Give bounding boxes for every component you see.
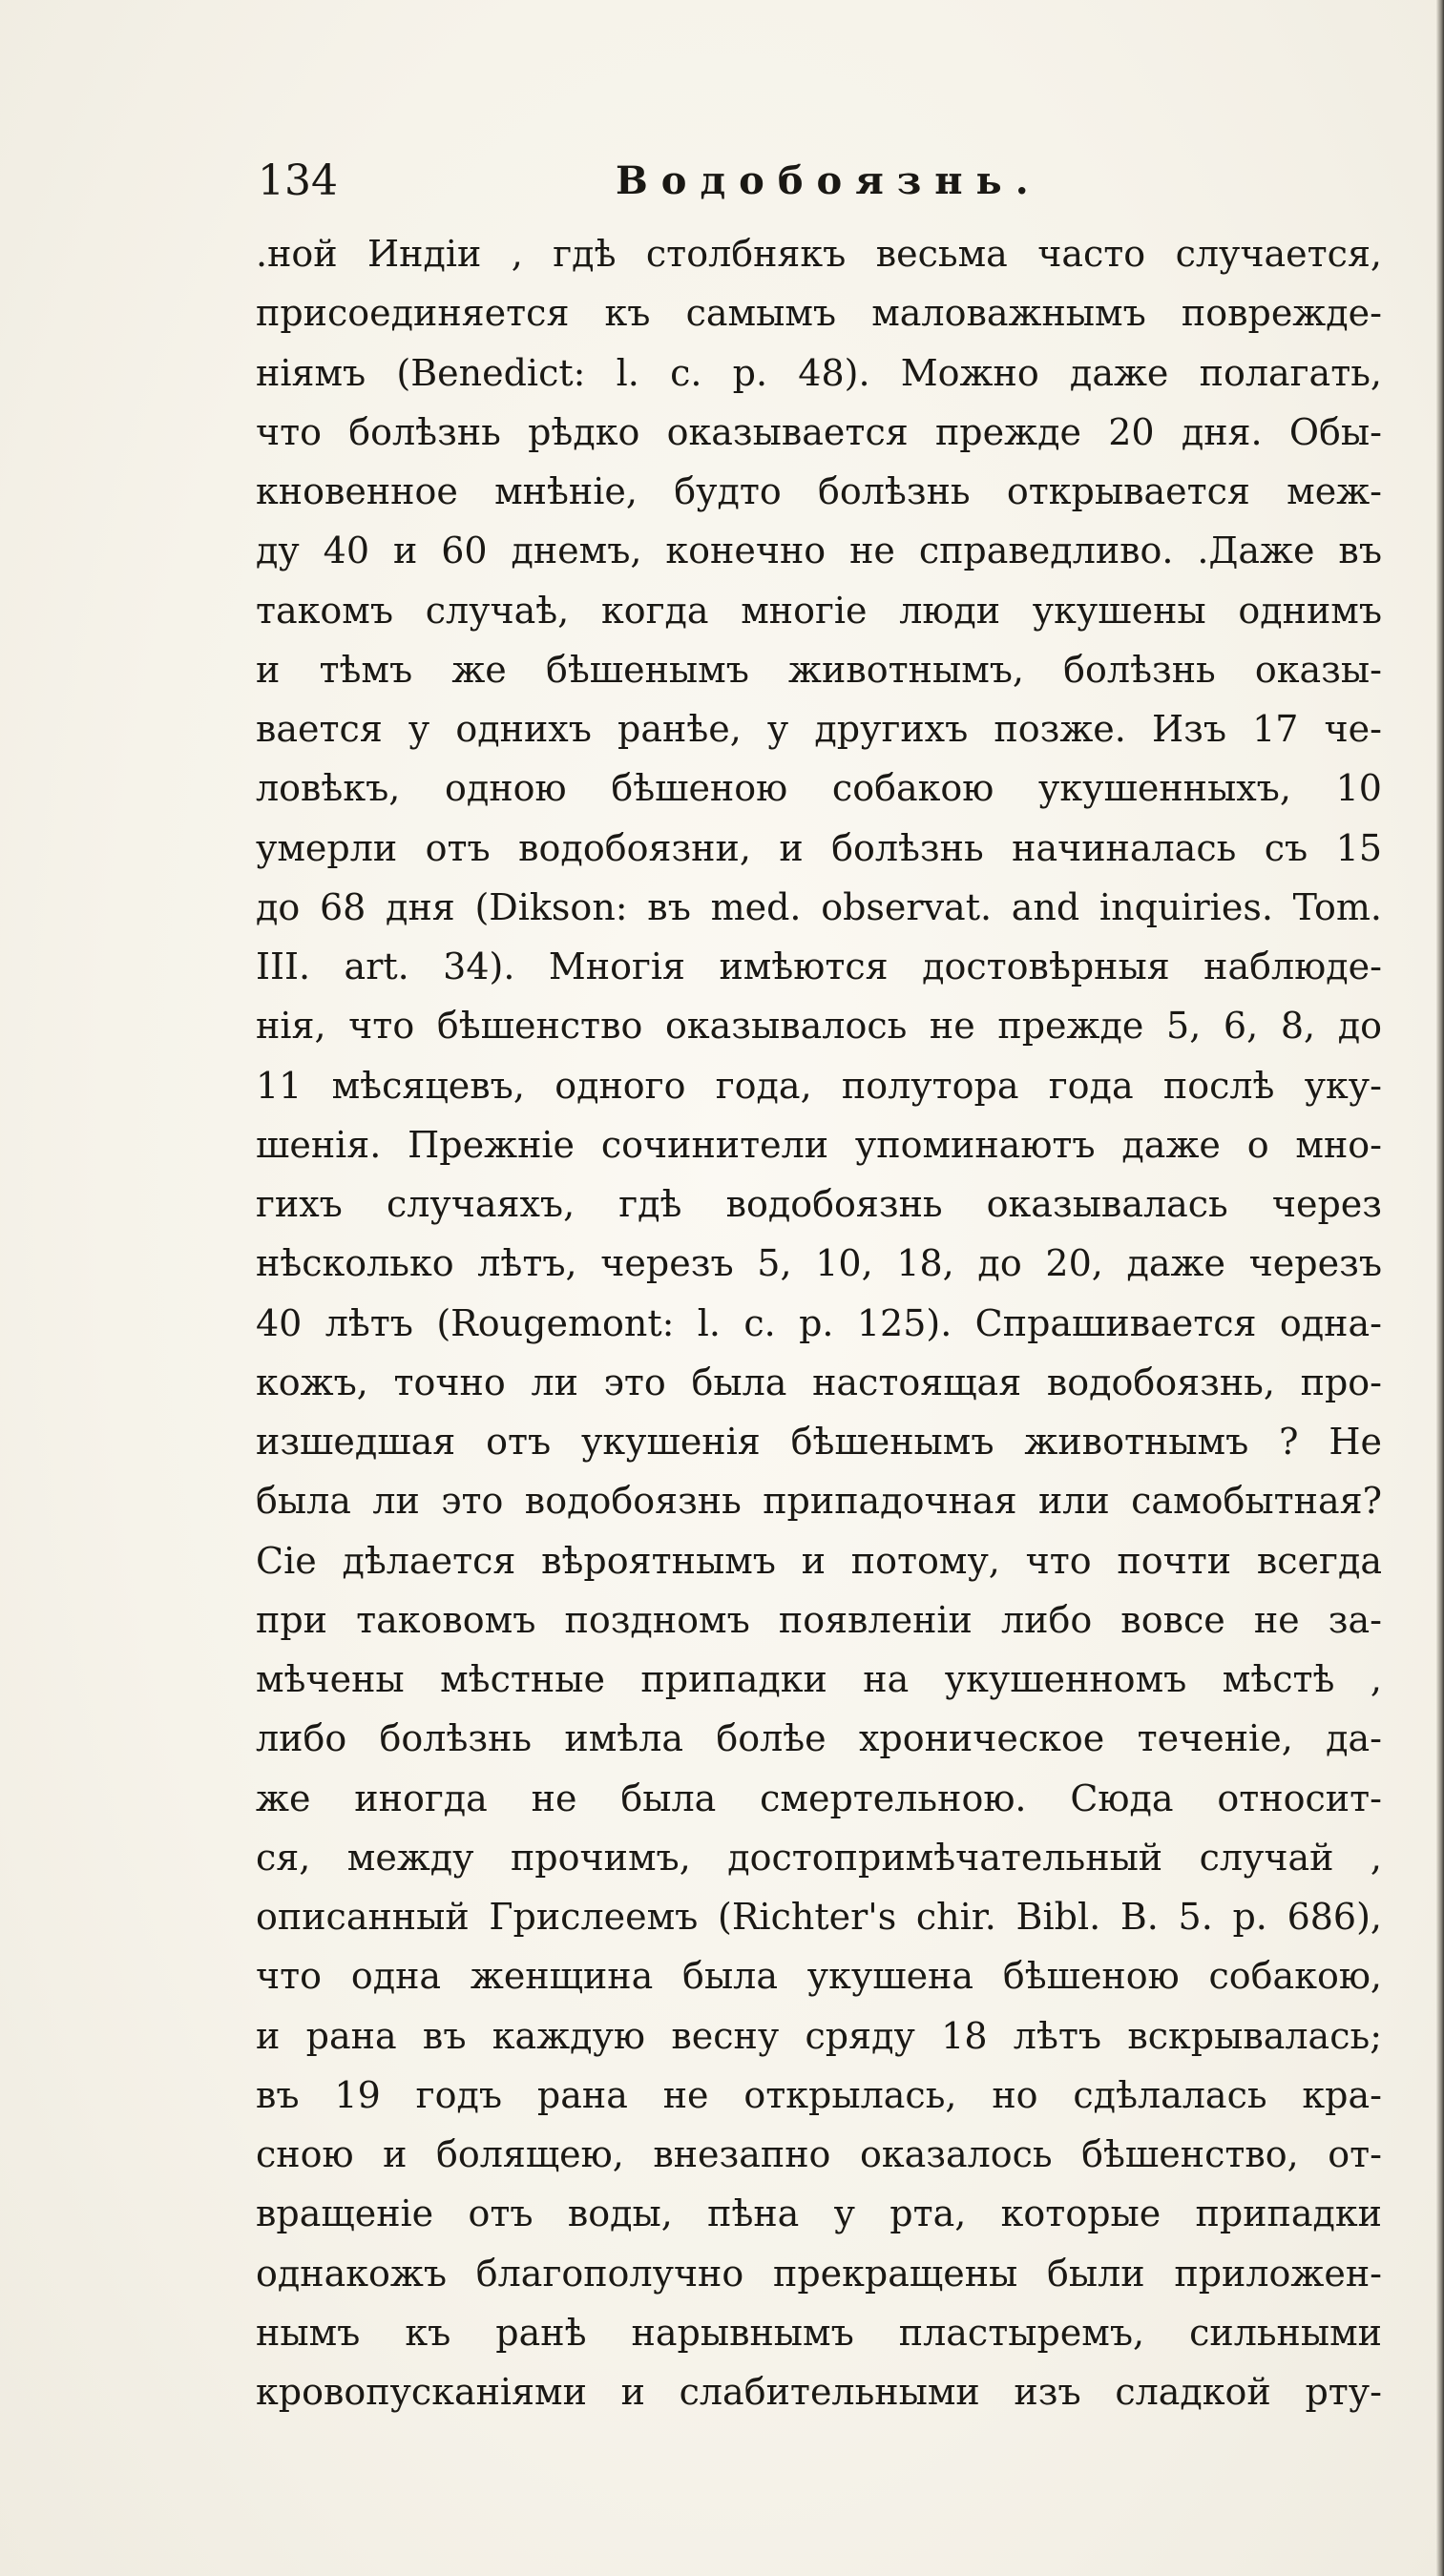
- text-line: сною и болящею, внезапно оказалось бѣшенство, от-: [256, 2133, 1382, 2175]
- text-line: умерли отъ водобоязни, и болѣзнь начиналась съ 15: [256, 826, 1382, 869]
- page-edge-shadow: [1436, 0, 1444, 2576]
- text-line: .ной Индіи , гдѣ столбнякъ весьма часто случается,: [256, 233, 1382, 275]
- text-line: Сіе дѣлается вѣроятнымъ и потому, что почти всегда: [256, 1539, 1382, 1582]
- text-line: вается у однихъ ранѣе, у другихъ позже. Изъ 17 че-: [256, 708, 1382, 750]
- text-line: была ли это водобоязнь припадочная или самобытная?: [256, 1480, 1382, 1523]
- running-title: Водобоязнь.: [616, 158, 1042, 203]
- text-line: ловѣкъ, одною бѣшеною собакою укушенныхъ, 10: [256, 767, 1382, 810]
- text-line: ся, между прочимъ, достопримѣчательный случай ,: [256, 1836, 1382, 1879]
- text-line: и рана въ каждую весну сряду 18 лѣтъ вскрывалась;: [256, 2014, 1382, 2057]
- text-line: кновенное мнѣніе, будто болѣзнь открывается меж-: [256, 470, 1382, 512]
- text-line: кровопусканіями и слабительными изъ сладкой рту-: [256, 2371, 1382, 2413]
- text-line: же иногда не была смертельною. Сюда относит-: [256, 1776, 1382, 1819]
- page-number: 134: [258, 156, 338, 205]
- text-line: описанный Грислеемъ (Richter's chir. Bibl. B. 5. p. 686),: [256, 1896, 1382, 1938]
- text-line: въ 19 годъ рана не открылась, но сдѣлалась кра-: [256, 2073, 1382, 2116]
- text-line: при таковомъ поздномъ появленіи либо вовсе не за-: [256, 1598, 1382, 1641]
- text-line: гихъ случаяхъ, гдѣ водобоязнь оказывалась через: [256, 1183, 1382, 1225]
- text-line: мѣчены мѣстные припадки на укушенномъ мѣстѣ ,: [256, 1658, 1382, 1700]
- text-line: нѣсколько лѣтъ, черезъ 5, 10, 18, до 20, даже черезъ: [256, 1242, 1382, 1285]
- text-line: изшедшая отъ укушенія бѣшенымъ животнымъ ? Не: [256, 1421, 1382, 1463]
- text-line: шенія. Прежніе сочинители упоминаютъ даже о мно-: [256, 1123, 1382, 1166]
- text-line: 11 мѣсяцевъ, одного года, полутора года послѣ уку-: [256, 1064, 1382, 1107]
- text-line: что болѣзнь рѣдко оказывается прежде 20 дня. Обы-: [256, 410, 1382, 453]
- text-line: такомъ случаѣ, когда многіе люди укушены однимъ: [256, 589, 1382, 632]
- text-line: однакожъ благополучно прекращены были приложен-: [256, 2252, 1382, 2295]
- text-line: что одна женщина была укушена бѣшеною собакою,: [256, 1955, 1382, 1998]
- text-line: нымъ къ ранѣ нарывнымъ пластыремъ, сильными: [256, 2311, 1382, 2354]
- body-text: [256, 224, 1382, 2421]
- text-line: нія, что бѣшенство оказывалось не прежде 5, 6, 8, до: [256, 1005, 1382, 1048]
- text-line: III. art. 34). Многія имѣются достовѣрныя наблюде-: [256, 945, 1382, 987]
- text-line: вращеніе отъ воды, пѣна у рта, которые припадки: [256, 2192, 1382, 2235]
- page-header: [258, 153, 1384, 210]
- text-line: и тѣмъ же бѣшенымъ животнымъ, болѣзнь оказы-: [256, 648, 1382, 691]
- text-line: ду 40 и 60 днемъ, конечно не справедливо. .Даже въ: [256, 530, 1382, 572]
- text-line: ніямъ (Benedict: l. c. p. 48). Можно даже полагать,: [256, 351, 1382, 394]
- text-line: либо болѣзнь имѣла болѣе хроническое теченіе, да-: [256, 1717, 1382, 1760]
- text-line: 40 лѣтъ (Rougemont: l. c. p. 125). Спрашивается одна-: [256, 1301, 1382, 1344]
- text-line: присоединяется къ самымъ маловажнымъ поврежде-: [256, 292, 1382, 335]
- text-line: до 68 дня (Dikson: въ med. observat. and inquiries. Tom.: [256, 885, 1382, 928]
- text-line: кожъ, точно ли это была настоящая водобоязнь, про-: [256, 1361, 1382, 1403]
